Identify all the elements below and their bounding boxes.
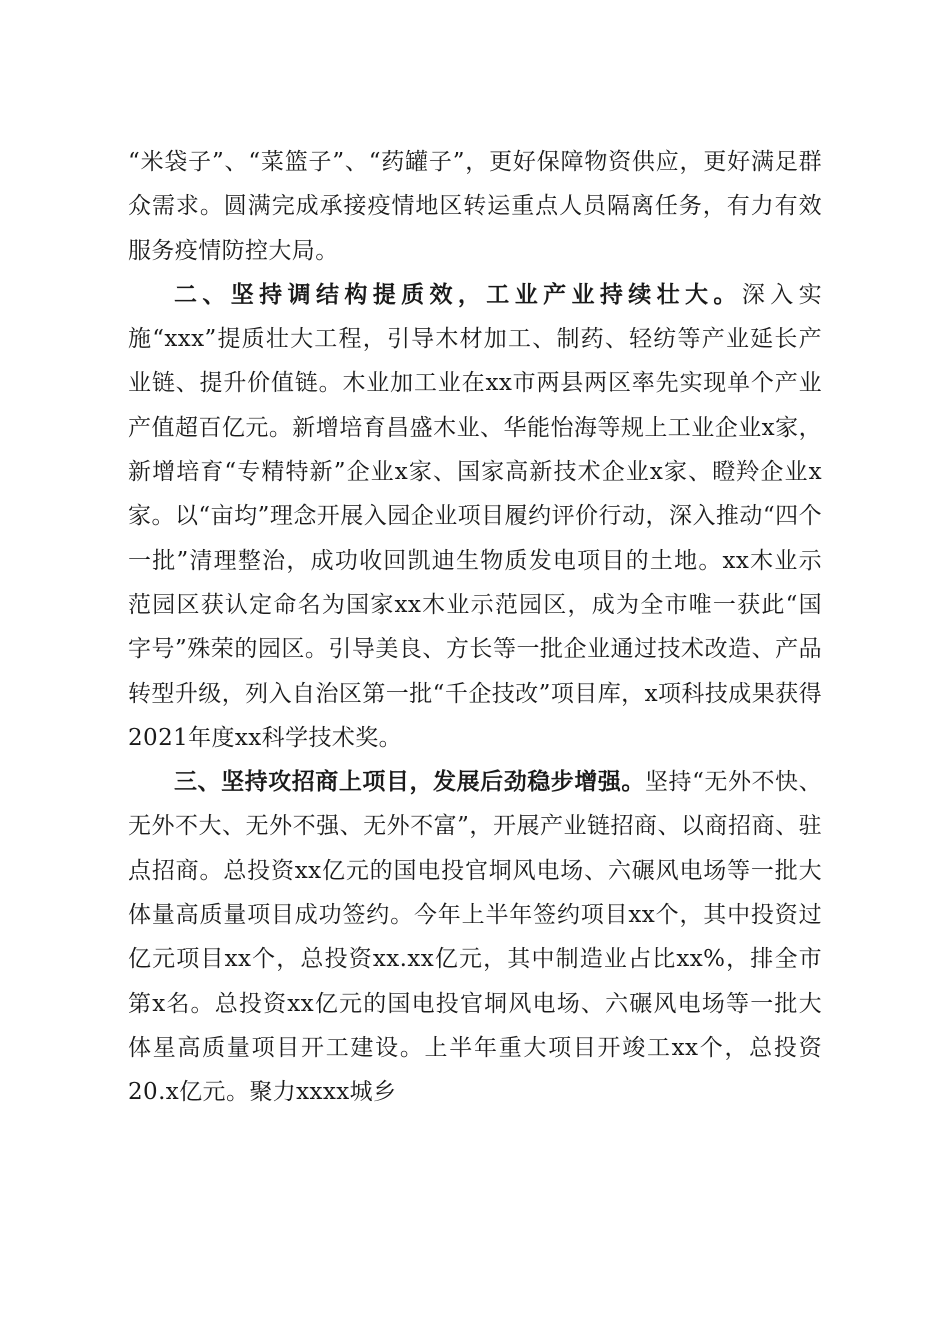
paragraph-continuation [128,140,822,273]
paragraph-section-3 [128,760,822,1114]
paragraph-text: “米袋子”、“菜篮子”、“药罐子”，更好保障物资供应，更好满足群众需求。圆满完成承接疫情地区转运重点人员隔离任务，有力有效服务疫情防控大局。 [128,149,822,264]
paragraph-text: 深入实施“xxx”提质壮大工程，引导木材加工、制药、轻纺等产业延长产业链、提升价值链。木业加工业在xx市两县两区率先实现单个产业产值超百亿元。新增培育昌盛木业、华能怡海等规上工业企业x家，新增培育“专精特新”企业x家、国家高新技术企业x家、瞪羚企业x家。以“亩均”理念开展入园企业项目履约评价行动，深入推动“四个一批”清理整治，成功收回凯迪生物质发电项目的土地。xx木业示范园区获认定命名为国家xx木业示范园区，成为全市唯一获此“国字号”殊荣的园区。引导美良、方长等一批企业通过技术改造、产品转型升级，列入自治区第一批“千企技改”项目库，x项科技成果获得2021年度xx科学技术奖。 [128,281,823,751]
paragraph-text: 坚持“无外不快、无外不大、无外不强、无外不富”，开展产业链招商、以商招商、驻点招商。总投资xx亿元的国电投官垌风电场、六碾风电场等一批大体量高质量项目成功签约。今年上半年签约项目xx个，其中投资过亿元项目xx个，总投资xx.xx亿元，其中制造业占比xx%，排全市第x名。总投资xx亿元的国电投官垌风电场、六碾风电场等一批大体星高质量项目开工建设。上半年重大项目开竣工xx个，总投资20.x亿元。聚力xxxx城乡 [128,769,823,1106]
section-heading: 二、坚持调结构提质效，工业产业持续壮大。 [174,280,742,308]
paragraph-section-2 [128,273,822,760]
section-heading: 三、坚持攻招商上项目，发展后劲稳步增强。 [174,768,645,796]
document-body [128,140,822,1115]
